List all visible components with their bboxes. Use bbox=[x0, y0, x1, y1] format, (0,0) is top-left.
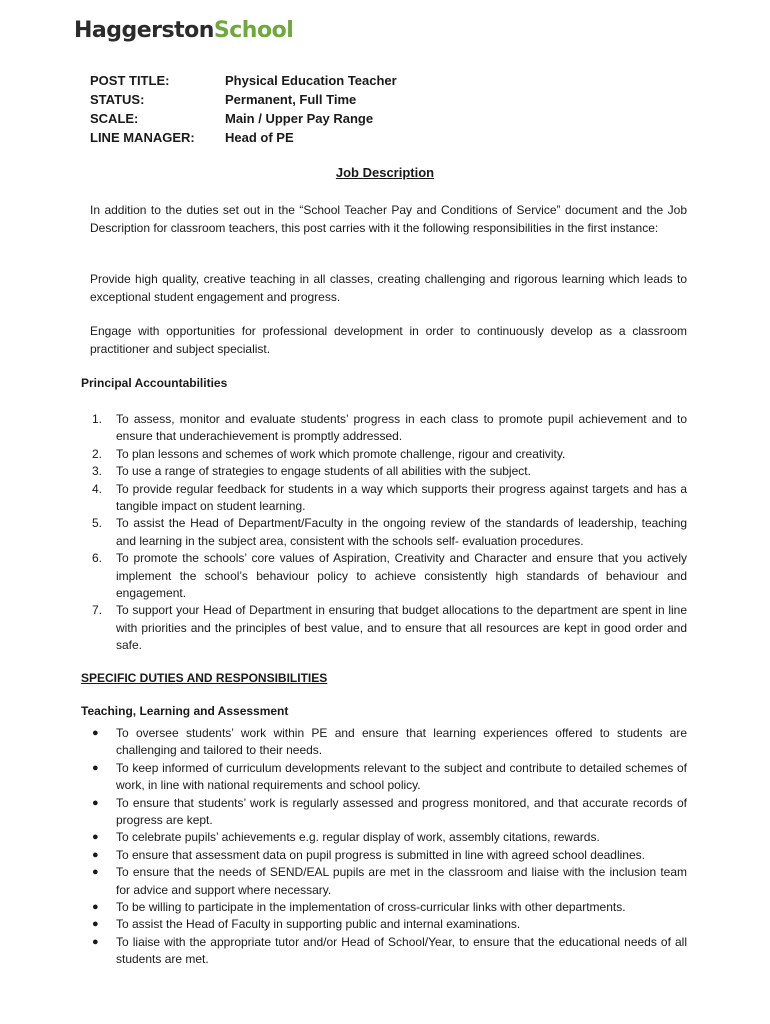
specific-duties-heading: SPECIFIC DUTIES AND RESPONSIBILITIES bbox=[81, 671, 328, 685]
development-paragraph: Engage with opportunities for professional development in order to continuously develop as a classroom practitioner and subject specialist. bbox=[90, 324, 687, 356]
bullet-icon: ● bbox=[92, 866, 99, 879]
bullet-icon: ● bbox=[92, 761, 99, 774]
list-number: 3. bbox=[92, 464, 103, 479]
bullet-icon: ● bbox=[92, 796, 99, 809]
bullet-icon: ● bbox=[92, 935, 99, 948]
post-info-row bbox=[90, 71, 397, 90]
list-item bbox=[82, 463, 687, 480]
scale-label: SCALE: bbox=[90, 111, 139, 126]
list-item bbox=[82, 916, 687, 933]
list-number: 4. bbox=[92, 481, 103, 496]
list-item bbox=[82, 829, 687, 846]
list-item-text: To liaise with the appropriate tutor and/or Head of School/Year, to ensure that the educational needs of all students are met. bbox=[116, 934, 687, 967]
list-item-text: To oversee students’ work within PE and ensure that learning experiences offered to students are challenging and tailored to their needs. bbox=[116, 726, 687, 758]
list-item-text: To ensure that the needs of SEND/EAL pupils are met in the classroom and liaise with the inclusion team for advice and support where necessary. bbox=[116, 865, 687, 897]
bullet-icon: ● bbox=[92, 918, 99, 931]
list-number: 7. bbox=[92, 603, 103, 618]
list-item bbox=[82, 899, 687, 916]
list-item bbox=[82, 602, 687, 654]
list-item-text: To use a range of strategies to engage students of all abilities with the subject. bbox=[116, 464, 531, 479]
list-number: 6. bbox=[92, 551, 103, 566]
post-info-row bbox=[90, 90, 397, 109]
list-item bbox=[82, 411, 687, 446]
list-item bbox=[82, 550, 687, 602]
teaching-learning-heading: Teaching, Learning and Assessment bbox=[81, 704, 289, 718]
bullet-icon: ● bbox=[92, 831, 99, 844]
bullet-icon: ● bbox=[92, 848, 99, 861]
list-item-text: To plan lessons and schemes of work which promote challenge, rigour and creativity. bbox=[116, 446, 566, 461]
list-number: 1. bbox=[92, 412, 103, 426]
teaching-duties-list bbox=[82, 725, 687, 969]
logo-text-school: School bbox=[213, 18, 294, 43]
logo-text-haggerston: Haggerston bbox=[74, 18, 214, 43]
post-title-value: Physical Education Teacher bbox=[225, 73, 397, 88]
status-label: STATUS: bbox=[90, 92, 145, 107]
principal-accountabilities-list bbox=[82, 411, 687, 655]
list-item bbox=[82, 481, 687, 516]
line-manager-label: LINE MANAGER: bbox=[90, 130, 195, 145]
list-item-text: To ensure that students’ work is regularly assessed and progress monitored, and that accurate records of progress are kept. bbox=[116, 795, 687, 828]
list-item-text: To promote the schools’ core values of Aspiration, Creativity and Character and ensure that you actively implement the school’s behaviour policy to achieve consistently high standards of behaviour and engagement. bbox=[116, 551, 687, 601]
bullet-icon: ● bbox=[92, 727, 99, 739]
school-logo bbox=[74, 18, 293, 43]
list-item-text: To support your Head of Department in ensuring that budget allocations to the department are spent in line with priorities and the principles of best value, and to ensure that all resources are kept in good order and safe. bbox=[116, 603, 687, 653]
bullet-icon: ● bbox=[92, 901, 99, 914]
list-item-text: To celebrate pupils’ achievements e.g. regular display of work, assembly citations, rewards. bbox=[116, 830, 600, 845]
status-value: Permanent, Full Time bbox=[225, 92, 357, 107]
document-title: Job Description bbox=[335, 165, 435, 180]
list-item-text: To provide regular feedback for students in a way which supports their progress against targets and has a tangible impact on student learning. bbox=[116, 481, 687, 514]
list-item bbox=[82, 725, 687, 760]
post-info-row bbox=[90, 128, 397, 147]
intro-paragraph: In addition to the duties set out in the “School Teacher Pay and Conditions of Service” document and the Job Description for classroom teachers, this post carries with it the following responsibilities in the first instance: bbox=[90, 203, 687, 235]
list-item-text: To be willing to participate in the implementation of cross-curricular links with other departments. bbox=[116, 900, 626, 915]
list-item bbox=[82, 847, 687, 864]
list-item bbox=[82, 934, 687, 969]
list-item-text: To assist the Head of Faculty in supporting public and internal examinations. bbox=[116, 917, 521, 932]
scale-value: Main / Upper Pay Range bbox=[225, 111, 374, 126]
list-item bbox=[82, 446, 687, 463]
list-item-text: To ensure that assessment data on pupil progress is submitted in line with agreed school deadlines. bbox=[116, 847, 645, 862]
teaching-paragraph: Provide high quality, creative teaching in all classes, creating challenging and rigorous learning which leads to exceptional student engagement and progress. bbox=[90, 272, 687, 304]
list-item-text: To assist the Head of Department/Faculty in the ongoing review of the standards of leadership, teaching and learning in the subject area, consistent with the schools self- evaluation procedures. bbox=[116, 516, 687, 548]
post-info-table bbox=[90, 71, 397, 147]
list-number: 5. bbox=[92, 516, 103, 531]
list-item bbox=[82, 795, 687, 830]
list-item bbox=[82, 864, 687, 899]
line-manager-value: Head of PE bbox=[225, 130, 294, 145]
list-number: 2. bbox=[92, 446, 103, 461]
list-item-text: To assess, monitor and evaluate students’ progress in each class to promote pupil achievement and to ensure that underachievement is promptly addressed. bbox=[116, 412, 687, 444]
list-item bbox=[82, 515, 687, 550]
post-title-label: POST TITLE: bbox=[90, 73, 170, 88]
principal-accountabilities-heading: Principal Accountabilities bbox=[81, 376, 228, 390]
post-info-row bbox=[90, 109, 397, 128]
list-item bbox=[82, 760, 687, 795]
list-item-text: To keep informed of curriculum developments relevant to the subject and contribute to detailed schemes of work, in line with national requirements and school policy. bbox=[116, 760, 687, 793]
